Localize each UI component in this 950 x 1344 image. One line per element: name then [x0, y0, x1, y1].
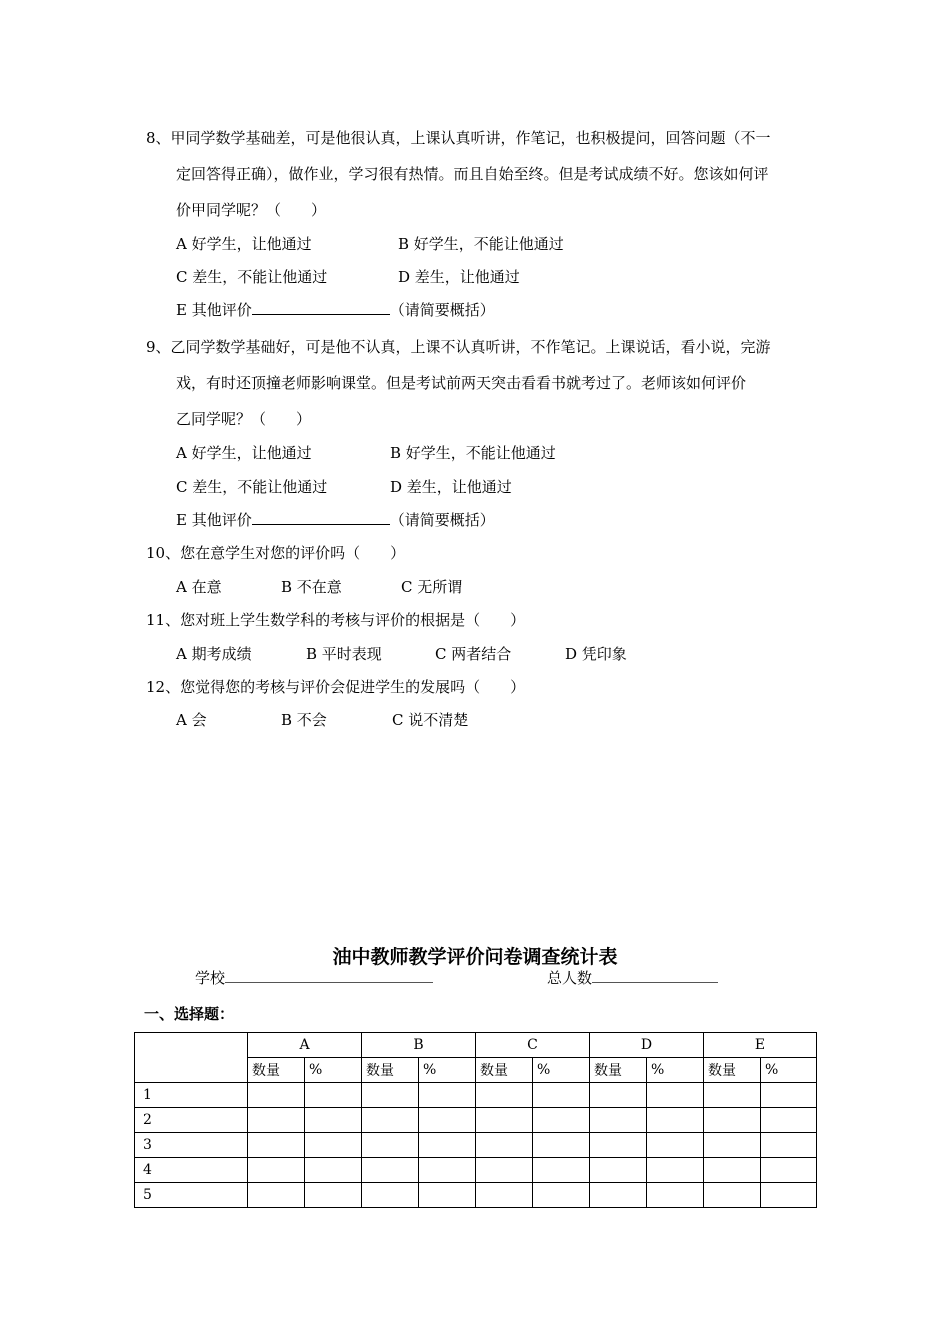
data-cell[interactable]: [248, 1083, 305, 1108]
group-header-c: C: [476, 1033, 590, 1058]
q9-line-3: 乙同学呢？（ ）: [176, 410, 312, 428]
data-cell[interactable]: [305, 1158, 362, 1183]
q9-option-e-note: （请简要概括）: [389, 511, 495, 529]
data-cell[interactable]: [476, 1083, 533, 1108]
data-cell[interactable]: [704, 1158, 761, 1183]
data-cell[interactable]: [590, 1083, 647, 1108]
q8-option-a: A 好学生，让他通过: [176, 235, 312, 253]
data-cell[interactable]: [476, 1158, 533, 1183]
subheader-pct-c: %: [533, 1058, 590, 1083]
q9-option-c: C 差生，不能让他通过: [176, 478, 328, 496]
data-cell[interactable]: [704, 1108, 761, 1133]
data-cell[interactable]: [590, 1158, 647, 1183]
q12-option-b: B 不会: [281, 711, 327, 729]
data-cell[interactable]: [476, 1183, 533, 1208]
stats-table: [134, 1032, 817, 1208]
data-cell[interactable]: [533, 1108, 590, 1133]
group-header-e: E: [704, 1033, 817, 1058]
q8-option-e-note: （请简要概括）: [389, 301, 495, 319]
data-cell[interactable]: [419, 1158, 476, 1183]
school-label: 学校: [195, 969, 226, 987]
table-header-row: [135, 1033, 817, 1058]
data-cell[interactable]: [761, 1158, 817, 1183]
subheader-pct-a: %: [305, 1058, 362, 1083]
q9-option-d: D 差生，让他通过: [390, 478, 512, 496]
subheader-pct-d: %: [647, 1058, 704, 1083]
row-label: 1: [135, 1083, 248, 1108]
q8-line-1: 8、甲同学数学基础差，可是他很认真，上课认真听讲，作笔记，也积极提问，回答问题（不一: [146, 129, 771, 147]
q10-option-a: A 在意: [176, 578, 222, 596]
data-cell[interactable]: [305, 1108, 362, 1133]
data-cell[interactable]: [305, 1083, 362, 1108]
q8-line-3: 价甲同学呢？（ ）: [176, 201, 327, 219]
subheader-count-a: 数量: [248, 1058, 305, 1083]
row-label: 2: [135, 1108, 248, 1133]
data-cell[interactable]: [362, 1183, 419, 1208]
section-heading: 一、选择题：: [144, 1005, 235, 1023]
data-cell[interactable]: [248, 1133, 305, 1158]
data-cell[interactable]: [647, 1158, 704, 1183]
table-row: [135, 1158, 817, 1183]
data-cell[interactable]: [305, 1183, 362, 1208]
row-label: 3: [135, 1133, 248, 1158]
data-cell[interactable]: [476, 1108, 533, 1133]
subheader-pct-e: %: [761, 1058, 817, 1083]
data-cell[interactable]: [362, 1108, 419, 1133]
q10-option-b: B 不在意: [281, 578, 342, 596]
data-cell[interactable]: [476, 1133, 533, 1158]
q11-option-b: B 平时表现: [306, 645, 382, 663]
data-cell[interactable]: [362, 1133, 419, 1158]
row-label: 4: [135, 1158, 248, 1183]
q8-answer-blank[interactable]: [252, 300, 390, 315]
data-cell[interactable]: [704, 1083, 761, 1108]
table-row: [135, 1108, 817, 1133]
q12-option-c: C 说不清楚: [392, 711, 469, 729]
data-cell[interactable]: [761, 1083, 817, 1108]
data-cell[interactable]: [590, 1108, 647, 1133]
q9-option-e: [176, 510, 495, 530]
data-cell[interactable]: [647, 1133, 704, 1158]
table-row: [135, 1083, 817, 1108]
q8-option-c: C 差生，不能让他通过: [176, 268, 328, 286]
data-cell[interactable]: [419, 1183, 476, 1208]
q10-option-c: C 无所谓: [401, 578, 463, 596]
subheader-count-d: 数量: [590, 1058, 647, 1083]
q8-option-e-label: E 其他评价: [176, 301, 252, 319]
q9-line-2: 戏，有时还顶撞老师影响课堂。但是考试前两天突击看看书就考过了。老师该如何评价: [176, 374, 747, 392]
school-blank[interactable]: [225, 967, 433, 983]
data-cell[interactable]: [590, 1183, 647, 1208]
q12-text: 12、您觉得您的考核与评价会促进学生的发展吗（ ）: [146, 678, 526, 696]
school-field: [195, 967, 433, 988]
group-header-b: B: [362, 1033, 476, 1058]
data-cell[interactable]: [248, 1108, 305, 1133]
data-cell[interactable]: [704, 1133, 761, 1158]
q9-option-b: B 好学生，不能让他通过: [390, 444, 556, 462]
stats-title: 油中教师教学评价问卷调查统计表: [332, 946, 618, 968]
data-cell[interactable]: [647, 1083, 704, 1108]
group-header-a: A: [248, 1033, 362, 1058]
data-cell[interactable]: [761, 1108, 817, 1133]
q11-option-d: D 凭印象: [565, 645, 627, 663]
q9-option-a: A 好学生，让他通过: [176, 444, 312, 462]
header-corner-cell: [135, 1033, 248, 1083]
q9-line-1: 9、乙同学数学基础好，可是他不认真，上课不认真听讲，不作笔记。上课说话，看小说，完游: [146, 338, 771, 356]
data-cell[interactable]: [590, 1133, 647, 1158]
table-row: [135, 1133, 817, 1158]
data-cell[interactable]: [419, 1083, 476, 1108]
data-cell[interactable]: [248, 1183, 305, 1208]
q8-option-b: B 好学生，不能让他通过: [398, 235, 564, 253]
q8-option-e: [176, 300, 495, 320]
q11-text: 11、您对班上学生数学科的考核与评价的根据是（ ）: [146, 611, 526, 629]
q11-option-c: C 两者结合: [435, 645, 512, 663]
data-cell[interactable]: [419, 1108, 476, 1133]
data-cell[interactable]: [533, 1083, 590, 1108]
q9-option-e-label: E 其他评价: [176, 511, 252, 529]
q12-option-a: A 会: [176, 711, 207, 729]
q8-line-2: 定回答得正确），做作业，学习很有热情。而且自始至终。但是考试成绩不好。您该如何评: [176, 165, 769, 183]
data-cell[interactable]: [248, 1158, 305, 1183]
data-cell[interactable]: [419, 1133, 476, 1158]
data-cell[interactable]: [533, 1133, 590, 1158]
subheader-count-c: 数量: [476, 1058, 533, 1083]
subheader-count-b: 数量: [362, 1058, 419, 1083]
total-blank[interactable]: [592, 967, 718, 983]
q11-option-a: A 期考成绩: [176, 645, 252, 663]
data-cell[interactable]: [704, 1183, 761, 1208]
subheader-pct-b: %: [419, 1058, 476, 1083]
data-cell[interactable]: [362, 1158, 419, 1183]
data-cell[interactable]: [533, 1183, 590, 1208]
total-label: 总人数: [547, 969, 593, 987]
data-cell[interactable]: [647, 1108, 704, 1133]
row-label: 5: [135, 1183, 248, 1208]
data-cell[interactable]: [305, 1133, 362, 1158]
total-field: [547, 967, 718, 988]
data-cell[interactable]: [761, 1183, 817, 1208]
data-cell[interactable]: [533, 1158, 590, 1183]
group-header-d: D: [590, 1033, 704, 1058]
q10-text: 10、您在意学生对您的评价吗（ ）: [146, 544, 406, 562]
data-cell[interactable]: [761, 1133, 817, 1158]
q8-option-d: D 差生，让他通过: [398, 268, 520, 286]
data-cell[interactable]: [647, 1183, 704, 1208]
table-row: [135, 1183, 817, 1208]
data-cell[interactable]: [362, 1083, 419, 1108]
subheader-count-e: 数量: [704, 1058, 761, 1083]
q9-answer-blank[interactable]: [252, 510, 390, 525]
